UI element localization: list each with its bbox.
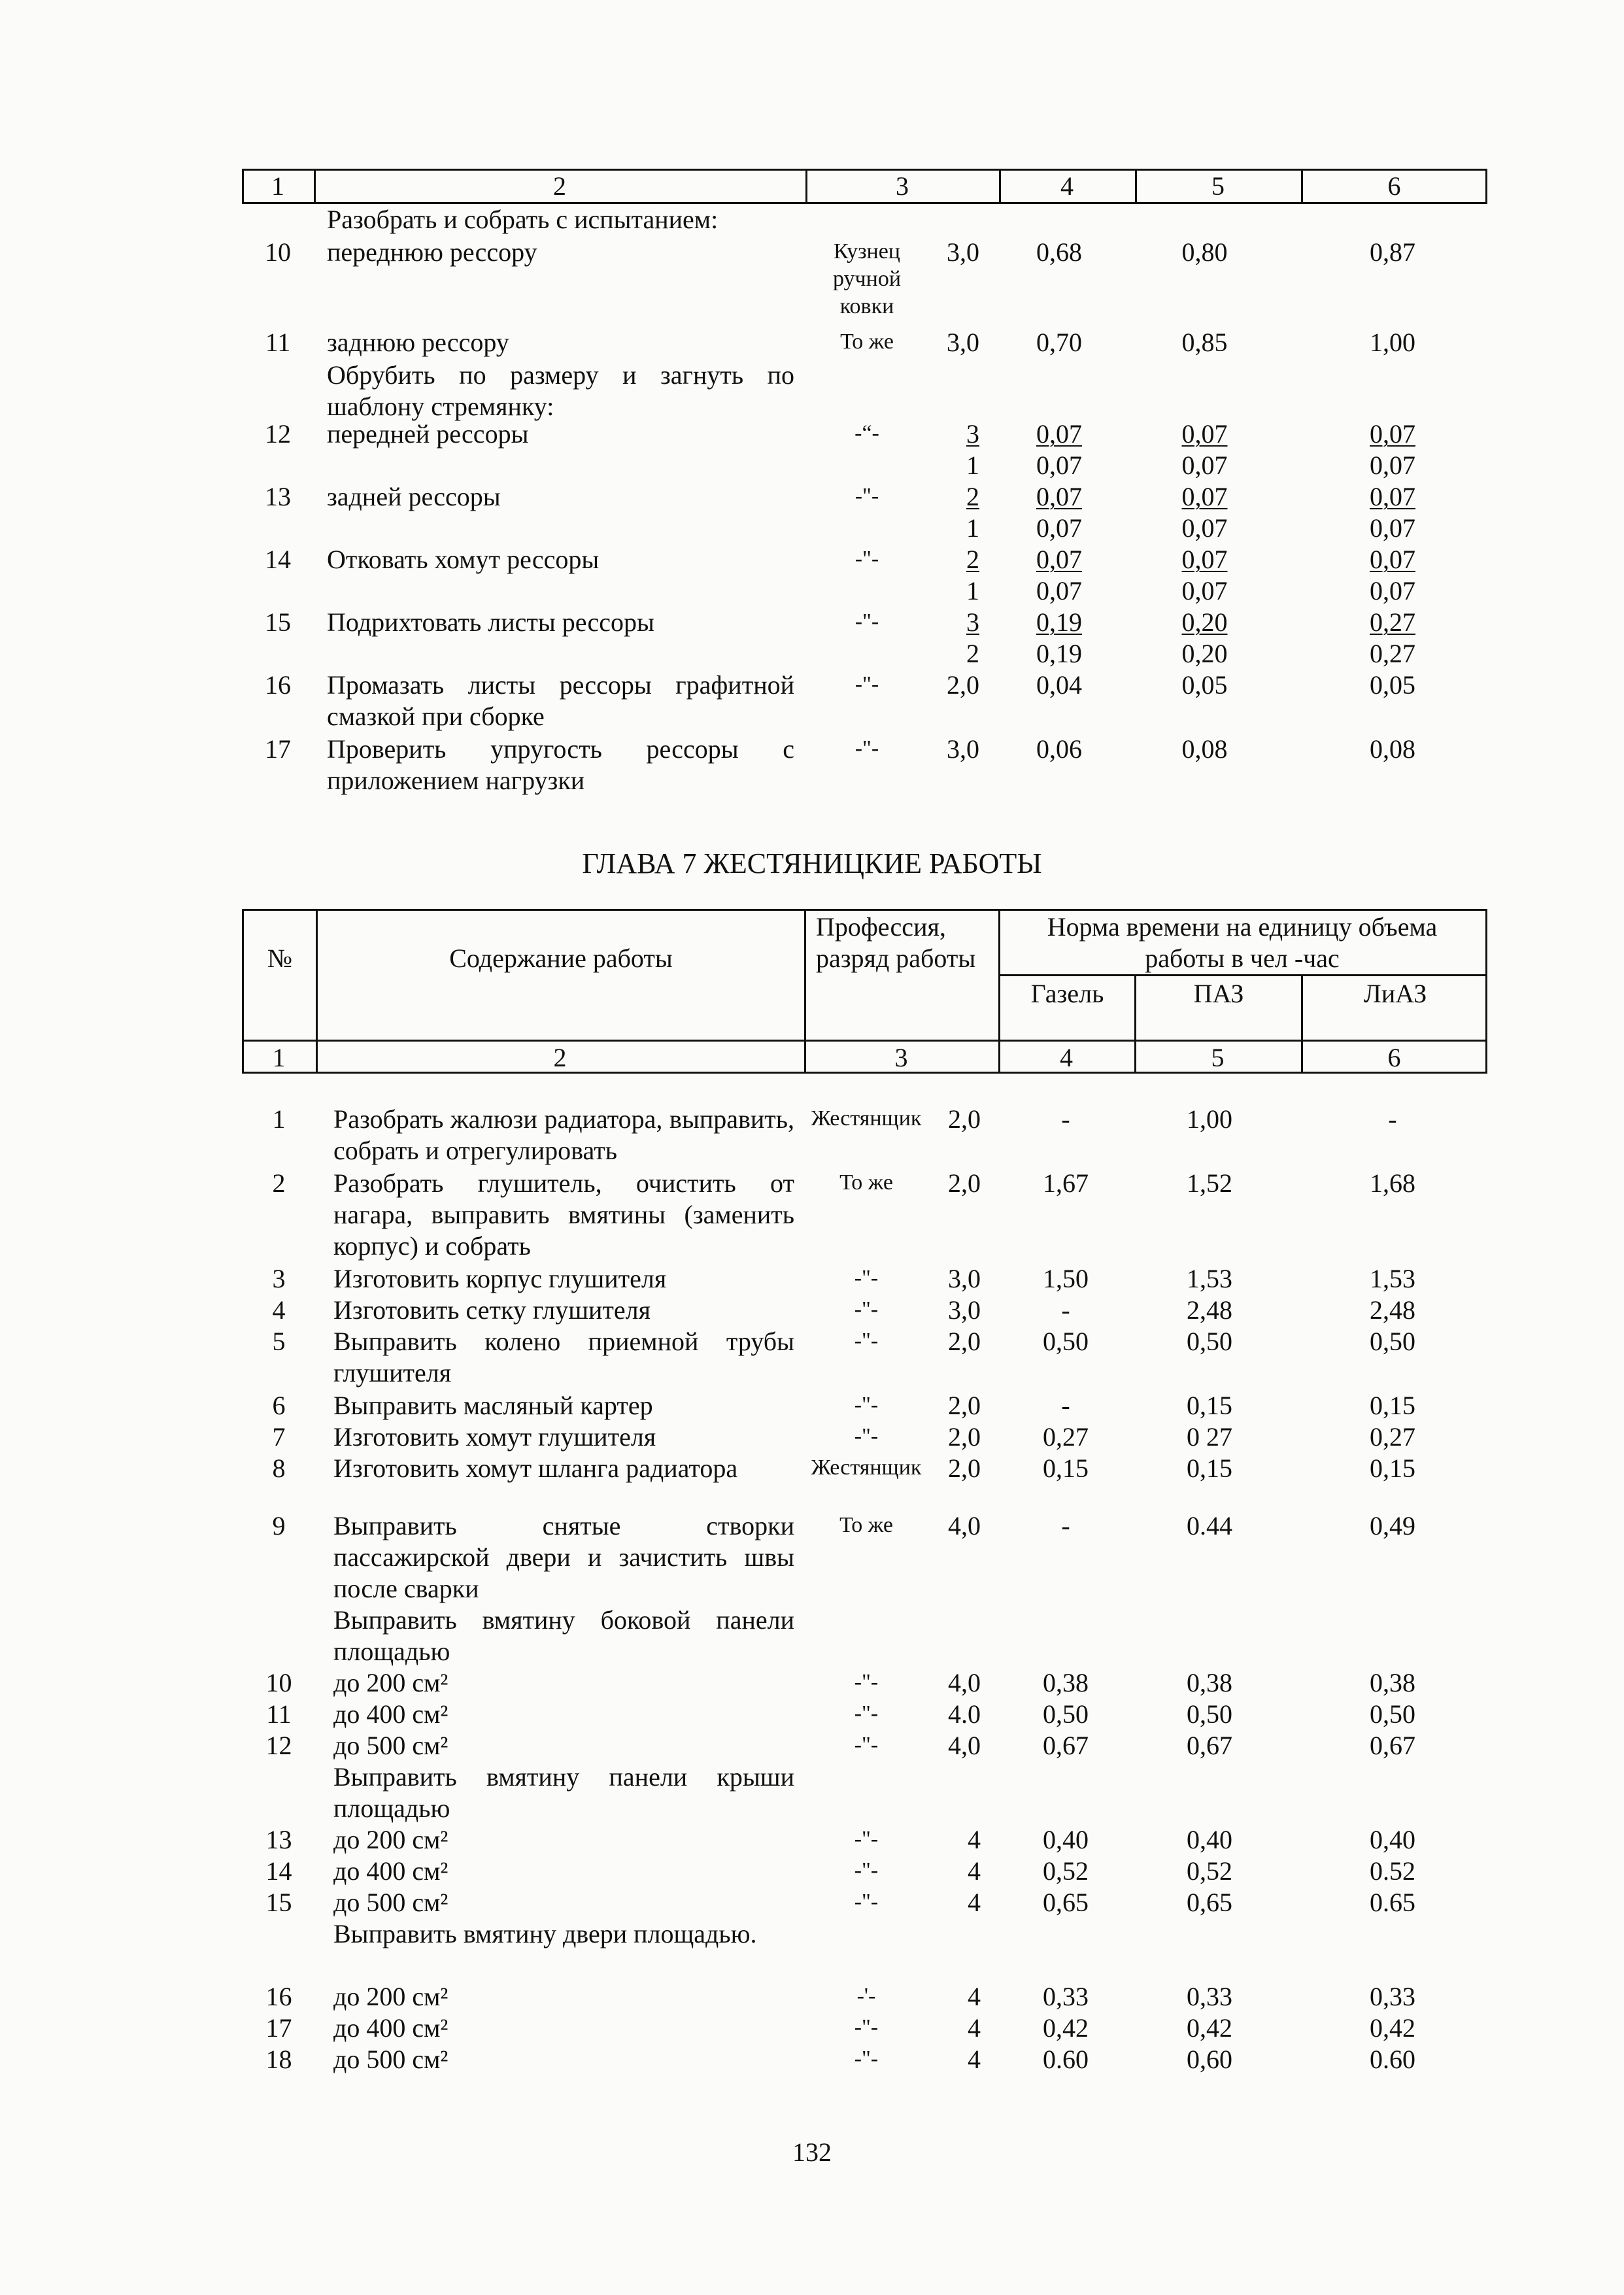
norm-paz: 0,15 <box>1187 1391 1232 1420</box>
grade: 2,0 <box>948 1327 981 1356</box>
norm-paz: 0,07 <box>1181 545 1228 574</box>
work-description: заднюю рессору <box>327 328 509 357</box>
norm-paz: 0,80 <box>1181 237 1228 267</box>
page-number: 132 <box>792 2137 832 2167</box>
norm-paz: 0,67 <box>1187 1731 1232 1760</box>
row-number: 18 <box>265 2045 292 2074</box>
work-description: до 200 см² <box>333 1668 448 1697</box>
header-norm: Норма времени на единицу объема работы в чел -час <box>1047 912 1438 973</box>
norm-liaz: 1,68 <box>1370 1168 1415 1198</box>
row-number: 10 <box>265 1668 292 1697</box>
column-number: 4 <box>1060 171 1074 201</box>
profession: -"- <box>854 484 879 508</box>
profession: -"- <box>854 2047 879 2071</box>
row-number: 16 <box>265 670 291 700</box>
work-description: Подрихтовать листы рессоры <box>327 607 654 637</box>
column-number: 5 <box>1211 171 1225 201</box>
profession: То же <box>840 330 894 354</box>
grade: 4 <box>968 1825 981 1854</box>
norm-paz: 0,07 <box>1181 576 1228 605</box>
norm-paz: 2,48 <box>1187 1295 1232 1325</box>
norm-paz: 0,07 <box>1181 450 1228 480</box>
grade: 4 <box>968 2045 981 2074</box>
norm-gazel: 0,07 <box>1036 545 1082 574</box>
column-number: 3 <box>896 171 909 201</box>
work-description: Разобрать и собрать с испытанием: <box>327 205 719 234</box>
profession: -"- <box>854 1701 879 1726</box>
row-number: 14 <box>265 545 291 574</box>
row-number: 15 <box>265 1888 292 1917</box>
row-number: 4 <box>272 1295 286 1325</box>
norm-gazel: 0,07 <box>1036 419 1082 449</box>
column-number: 6 <box>1387 1043 1401 1072</box>
norm-gazel: 0,19 <box>1036 639 1082 668</box>
row-number: 12 <box>265 419 291 449</box>
column-number: 1 <box>272 1043 286 1072</box>
norm-gazel: 0,33 <box>1043 1982 1089 2011</box>
norm-paz: 0,60 <box>1187 2045 1232 2074</box>
grade: 3,0 <box>947 734 979 764</box>
row-number: 10 <box>265 237 291 267</box>
norm-liaz: 0,49 <box>1370 1511 1415 1540</box>
norm-paz: 0,20 <box>1181 639 1228 668</box>
norm-gazel: 0,15 <box>1043 1454 1089 1483</box>
norm-liaz: 0,27 <box>1370 639 1415 668</box>
norm-gazel: - <box>1061 1295 1070 1325</box>
work-description: до 200 см² <box>333 1825 448 1854</box>
norm-gazel: 0.60 <box>1043 2045 1089 2074</box>
work-description: до 500 см² <box>333 1731 448 1760</box>
norm-gazel: 0,38 <box>1043 1668 1089 1697</box>
norm-liaz: 0,07 <box>1370 545 1415 574</box>
profession: -"- <box>854 1858 879 1882</box>
work-description: до 500 см² <box>333 1888 448 1917</box>
profession: -"- <box>854 1733 879 1757</box>
row-number: 14 <box>265 1856 292 1886</box>
profession: -'- <box>856 1984 876 2008</box>
grade: 2,0 <box>947 670 979 700</box>
norm-paz: 0,40 <box>1187 1825 1232 1854</box>
grade: 2,0 <box>948 1168 981 1198</box>
header-gazel: Газель <box>1030 979 1104 1008</box>
norm-gazel: 0,67 <box>1043 1731 1089 1760</box>
column-number: 3 <box>894 1043 908 1072</box>
grade: 2 <box>966 545 979 574</box>
profession: То же <box>839 1170 893 1195</box>
norm-gazel: 0,50 <box>1043 1327 1089 1356</box>
norm-paz: 0,50 <box>1187 1699 1232 1729</box>
profession: Жестянщик <box>811 1106 922 1130</box>
grade: 3,0 <box>948 1264 981 1293</box>
work-description: до 500 см² <box>333 2045 448 2074</box>
norm-liaz: 0,42 <box>1370 2013 1415 2043</box>
grade: 4,0 <box>948 1511 981 1540</box>
row-number: 11 <box>265 328 291 357</box>
header-num: № <box>267 944 293 973</box>
work-description: до 400 см² <box>333 2013 448 2043</box>
work-description: Разобрать глушитель, очистить от нагара, выправить вмятины (заменить корпус) и собрать <box>333 1168 794 1261</box>
norm-gazel: 0,07 <box>1036 513 1082 543</box>
column-number: 6 <box>1387 171 1401 201</box>
norm-liaz: 0,38 <box>1370 1668 1415 1697</box>
row-number: 8 <box>272 1454 286 1483</box>
grade: 4.0 <box>948 1699 981 1729</box>
norm-liaz: 0,27 <box>1370 1422 1415 1452</box>
grade: 1 <box>966 513 979 543</box>
norm-gazel: 0,19 <box>1036 607 1082 637</box>
norm-liaz: 0,50 <box>1370 1327 1415 1356</box>
norm-gazel: 0,42 <box>1043 2013 1089 2043</box>
grade: 2,0 <box>948 1104 981 1134</box>
norm-paz: 1,53 <box>1187 1264 1232 1293</box>
norm-gazel: 0,68 <box>1036 237 1082 267</box>
chapter-title: ГЛАВА 7 ЖЕСТЯНИЦКИЕ РАБОТЫ <box>582 847 1042 879</box>
norm-paz: 0,05 <box>1181 670 1228 700</box>
work-description: Проверить упругость рессоры с приложением нагрузки <box>327 734 794 795</box>
grade: 2,0 <box>948 1422 981 1452</box>
norm-gazel: 0,04 <box>1036 670 1082 700</box>
profession: -"- <box>854 736 879 760</box>
norm-paz: 0,07 <box>1181 419 1228 449</box>
grade: 4 <box>968 1982 981 2011</box>
grade: 4,0 <box>948 1731 981 1760</box>
norm-liaz: 0,15 <box>1370 1391 1415 1420</box>
grade: 2 <box>966 639 979 668</box>
norm-liaz: 0,87 <box>1370 237 1415 267</box>
grade: 3,0 <box>947 328 979 357</box>
norm-gazel: 0,40 <box>1043 1825 1089 1854</box>
profession: -"- <box>854 1670 879 1694</box>
work-description: Изготовить корпус глушителя <box>333 1264 667 1293</box>
norm-liaz: 0,07 <box>1370 513 1415 543</box>
norm-gazel: 0,70 <box>1036 328 1082 357</box>
norm-liaz: 1,00 <box>1370 328 1415 357</box>
row-number: 16 <box>265 1982 292 2011</box>
row-number: 15 <box>265 607 291 637</box>
row-number: 13 <box>265 1825 292 1854</box>
grade: 3,0 <box>948 1295 981 1325</box>
header-liaz: ЛиАЗ <box>1363 979 1427 1008</box>
norm-paz: 0,20 <box>1181 607 1228 637</box>
row-number: 7 <box>272 1422 286 1452</box>
grade: 3,0 <box>947 237 979 267</box>
profession: -"- <box>854 2015 879 2039</box>
norm-liaz: - <box>1388 1104 1397 1134</box>
work-description: Изготовить хомут глушителя <box>333 1422 656 1452</box>
norm-liaz: 0,27 <box>1370 607 1415 637</box>
norm-paz: 0,33 <box>1187 1982 1232 2011</box>
profession: То же <box>839 1513 893 1537</box>
grade: 1 <box>966 576 979 605</box>
norm-gazel: 0,06 <box>1036 734 1082 764</box>
work-description: задней рессоры <box>327 482 501 511</box>
row-number: 6 <box>272 1391 286 1420</box>
norm-gazel: 1,67 <box>1043 1168 1089 1198</box>
row-number: 1 <box>272 1104 286 1134</box>
norm-gazel: 1,50 <box>1043 1264 1089 1293</box>
norm-paz: 0,65 <box>1187 1888 1232 1917</box>
norm-liaz: 0.65 <box>1370 1888 1415 1917</box>
column-number: 2 <box>553 171 566 201</box>
profession: -"- <box>854 1297 879 1321</box>
work-description: Изготовить сетку глушителя <box>333 1295 651 1325</box>
grade: 3 <box>966 607 979 637</box>
work-description: Изготовить хомут шланга радиатора <box>333 1454 738 1483</box>
column-number: 2 <box>553 1043 567 1072</box>
work-description: до 400 см² <box>333 1699 448 1729</box>
work-description: до 200 см² <box>333 1982 448 2011</box>
grade: 3 <box>966 419 979 449</box>
work-description: переднюю рессору <box>327 237 537 267</box>
norm-paz: 0,15 <box>1187 1454 1232 1483</box>
header-profession: Профессия, разряд работы <box>816 912 976 973</box>
norm-liaz: 0.60 <box>1370 2045 1415 2074</box>
header-content: Содержание работы <box>449 944 673 973</box>
profession: -"- <box>854 1890 879 1914</box>
norm-liaz: 0,07 <box>1370 419 1415 449</box>
norm-liaz: 1,53 <box>1370 1264 1415 1293</box>
row-number: 5 <box>272 1327 286 1356</box>
profession: -"- <box>854 672 879 696</box>
work-description: Разобрать жалюзи радиатора, выправить, собрать и отрегулировать <box>333 1104 794 1165</box>
grade: 4 <box>968 2013 981 2043</box>
profession: -"- <box>854 1266 879 1290</box>
norm-gazel: - <box>1061 1104 1070 1134</box>
norm-paz: 0,50 <box>1187 1327 1232 1356</box>
grade: 2,0 <box>948 1391 981 1420</box>
norm-paz: 0,38 <box>1187 1668 1232 1697</box>
work-description: Обрубить по размеру и загнуть по шаблону стремянку: <box>327 360 794 421</box>
row-number: 17 <box>265 2013 292 2043</box>
norm-paz: 0,85 <box>1181 328 1228 357</box>
profession: -"- <box>854 1827 879 1851</box>
norm-liaz: 0,15 <box>1370 1454 1415 1483</box>
norm-gazel: 0,27 <box>1043 1422 1089 1452</box>
norm-liaz: 0.52 <box>1370 1856 1415 1886</box>
work-description: Отковать хомут рессоры <box>327 545 600 574</box>
norm-paz: 0,07 <box>1181 513 1228 543</box>
grade: 4 <box>968 1888 981 1917</box>
work-description: передней рессоры <box>327 419 529 449</box>
work-description: Выправить вмятину панели крыши площадью <box>333 1762 794 1823</box>
norm-liaz: 0,67 <box>1370 1731 1415 1760</box>
profession: -"- <box>854 547 879 571</box>
norm-paz: 0 27 <box>1187 1422 1232 1452</box>
row-number: 11 <box>266 1699 292 1729</box>
norm-paz: 0,07 <box>1181 482 1228 511</box>
work-description: Выправить снятые створки пассажирской двери и зачистить швы после сварки <box>333 1511 794 1603</box>
column-number: 4 <box>1060 1043 1073 1072</box>
work-description: Выправить вмятину двери площадью. <box>333 1919 757 1948</box>
norm-gazel: 0,52 <box>1043 1856 1089 1886</box>
norm-paz: 1,00 <box>1187 1104 1232 1134</box>
header-paz: ПАЗ <box>1193 979 1244 1008</box>
profession: -"- <box>854 1329 879 1353</box>
work-description: Выправить вмятину боковой панели площадью <box>333 1605 794 1666</box>
norm-liaz: 0,07 <box>1370 576 1415 605</box>
row-number: 2 <box>272 1168 286 1198</box>
norm-liaz: 0,07 <box>1370 482 1415 511</box>
row-number: 3 <box>272 1264 286 1293</box>
norm-gazel: 0,07 <box>1036 482 1082 511</box>
norm-gazel: 0,07 <box>1036 450 1082 480</box>
norm-paz: 1,52 <box>1187 1168 1232 1198</box>
grade: 2 <box>966 482 979 511</box>
work-description: до 400 см² <box>333 1856 448 1886</box>
norm-liaz: 0,07 <box>1370 450 1415 480</box>
row-number: 9 <box>272 1511 286 1540</box>
norm-gazel: 0,65 <box>1043 1888 1089 1917</box>
norm-gazel: 0,50 <box>1043 1699 1089 1729</box>
norm-liaz: 0,05 <box>1370 670 1415 700</box>
norm-gazel: 0,07 <box>1036 576 1082 605</box>
profession: -“- <box>854 421 879 445</box>
column-number: 1 <box>271 171 284 201</box>
profession: -"- <box>854 609 879 634</box>
profession: Жестянщик <box>811 1455 922 1480</box>
work-description: Промазать листы рессоры графитной смазкой при сборке <box>327 670 794 731</box>
column-number: 5 <box>1211 1043 1225 1072</box>
norm-paz: 0,08 <box>1181 734 1228 764</box>
norm-paz: 0,52 <box>1187 1856 1232 1886</box>
norm-liaz: 0,33 <box>1370 1982 1415 2011</box>
norm-gazel: - <box>1061 1391 1070 1420</box>
norm-liaz: 0,50 <box>1370 1699 1415 1729</box>
norm-liaz: 2,48 <box>1370 1295 1415 1325</box>
profession: -"- <box>854 1424 879 1448</box>
work-description: Выправить масляный картер <box>333 1391 653 1420</box>
row-number: 12 <box>265 1731 292 1760</box>
profession: Кузнец ручной ковки <box>832 239 902 318</box>
grade: 1 <box>966 450 979 480</box>
row-number: 17 <box>265 734 291 764</box>
norm-liaz: 0,40 <box>1370 1825 1415 1854</box>
grade: 4,0 <box>948 1668 981 1697</box>
norm-liaz: 0,08 <box>1370 734 1415 764</box>
norm-gazel: - <box>1061 1511 1070 1540</box>
grade: 4 <box>968 1856 981 1886</box>
norm-paz: 0,42 <box>1187 2013 1232 2043</box>
norm-paz: 0.44 <box>1187 1511 1232 1540</box>
work-description: Выправить колено приемной трубы глушителя <box>333 1327 794 1387</box>
row-number: 13 <box>265 482 291 511</box>
grade: 2,0 <box>948 1454 981 1483</box>
profession: -"- <box>854 1393 879 1417</box>
